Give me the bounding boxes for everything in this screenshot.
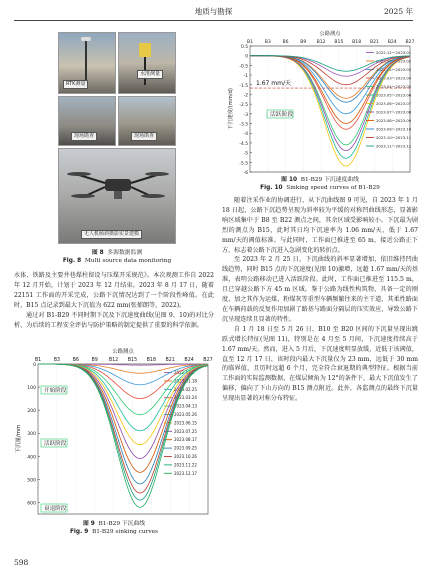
chart-title: 公路测点 <box>319 31 341 37</box>
legend-entry: 2023.10.26 <box>174 454 197 459</box>
legend-entry: 2023.03～2023.04 <box>376 75 412 81</box>
x-tick-label: B21 <box>369 40 379 45</box>
x-tick-label: B6 <box>72 358 79 363</box>
legend-entry: 2023.09.25 <box>174 445 197 451</box>
y-tick-label: 400 <box>27 455 36 461</box>
annotation: 开始阶段 <box>44 388 67 394</box>
legend-entry: 2022.12～2023.01 <box>376 50 412 55</box>
photo-leveling <box>118 32 176 94</box>
y-tick-label: 0.5 <box>241 45 248 50</box>
photo-label: RTK测量 <box>63 80 88 89</box>
y-tick-label: 200 <box>27 409 36 415</box>
photo-drone <box>58 148 176 244</box>
legend-entry: 2022.12.2 <box>174 370 195 375</box>
photo-survey-2 <box>118 96 176 146</box>
x-tick-label: B9 <box>300 40 307 45</box>
x-tick-label: B24 <box>184 358 194 363</box>
header-rule <box>14 20 413 21</box>
y-tick-label: 300 <box>27 432 36 438</box>
legend-entry: 2023.02.25 <box>174 386 197 392</box>
y-tick-label: -4 <box>243 132 248 138</box>
y-tick-label: -1 <box>243 74 248 80</box>
x-tick-label: B15 <box>127 358 138 363</box>
caption-title-en: B1-B29 sinking curves <box>92 529 159 535</box>
figure-10-chart <box>226 26 414 176</box>
x-tick-label: B9 <box>91 358 98 363</box>
running-header <box>14 6 413 20</box>
paragraph: 水体、铁路及主要井巷煤柱留设与压煤开采规范》。本次观测工作自 2022 年 12 月开始，计划于 2023 年 12 月结束。2023 年 8 月 17 日，随着 22151 工作面的开采完成，公路下沉情况达到了一个阶段性峰值。在此时，B15 点记录到最大下沉值为 622 mm(张郁朗等，2022)。 <box>14 272 214 309</box>
caption-title: B1-B29 下沉速度曲线 <box>300 177 359 183</box>
y-tick-label: -3.5 <box>239 122 248 128</box>
legend-entry: 2023.01～2023.02 <box>376 58 412 64</box>
paragraph: 自 1 月 18 日至 5 月 26 日，B10 至 B20 区间的下沉量呈现出跳跃式增长特征(见图 11)，特别是在 4 月至 5 月间，下沉速度持续高于 1.67 mm/天。然而，进入 5 月后，下沉速度明显放缓，近低于该阈值，直至 12 月 17 日，该时段内最大下沉量仅为 23 mm，远低于 30 mm 的临界值，且历时远超 6 个月，完全符合衰退期的典型特征。根据当前工作面的实际监测数据，在煤层倾角为 12°的条件下，最大下沉值发生了偏移，偏向了下山方向的 B15 测点附近。此外，各监测点的最终下沉量呈现出显著的对称分布特征。 <box>222 325 418 403</box>
legend-entry: 2023.09～2023.10 <box>376 126 412 132</box>
legend-entry: 2023.04～2023.05 <box>376 84 412 89</box>
y-tick-label: -5.5 <box>239 161 248 167</box>
y-tick-label: 0 <box>245 54 248 60</box>
annotation: 活跃阶段 <box>44 441 67 447</box>
legend-entry: 2023.05～2023.06 <box>376 92 412 98</box>
y-tick-label: -2.5 <box>239 103 248 109</box>
legend-entry: 2023.12.17 <box>174 470 197 476</box>
threshold-label: 1.67 mm/天 <box>256 80 291 88</box>
legend-entry: 2023.08～2023.09 <box>376 118 412 123</box>
caption-title-en: Sinking speed curves of B1-B29 <box>286 185 380 191</box>
annotation: 衰退阶段 <box>44 506 67 512</box>
figure-9-chart <box>14 342 214 518</box>
y-tick-label: -3 <box>243 112 248 118</box>
legend-entry: 2023.11～2023.12 <box>376 143 412 149</box>
figure-9-caption <box>14 520 214 536</box>
x-tick-label: B21 <box>165 358 175 363</box>
y-tick-label: 100 <box>27 386 36 392</box>
x-tick-label: B24 <box>387 40 397 45</box>
legend-entry: 2023.05.26 <box>174 412 197 417</box>
y-tick-label: 0 <box>33 363 36 368</box>
right-column-text <box>222 196 418 404</box>
y-axis-label: 下沉速度/(mm/d) <box>228 88 234 130</box>
y-tick-label: -2 <box>243 93 248 99</box>
page-number: 598 <box>14 558 29 567</box>
caption-number: 图 9 <box>82 521 95 527</box>
caption-title: B1-B29 下沉曲线 <box>98 521 146 527</box>
caption-number-en: Fig. 8 <box>62 258 82 264</box>
y-tick-label: -5 <box>243 151 248 157</box>
paragraph: 随着注采作业的协调进行，从下沉曲线图 9 可见，自 2023 年 1 月 18 日起，公路下沉趋势呈现为斜率较为平缓的对称凹曲线形态，显著影响区域集中于 B8 至 B22 测点之间，其余区域受影响较小。下沉最为剧烈的测点为 B15，此时其日均下沉速率为 1.06 mm/天，低于 1.67 mm/天的阈值标准。与此同时，工作面已推进至 65 m，接近公路正下方，标志着公路下沉进入急剧变化的转折点。 <box>222 197 418 254</box>
x-tick-label: B6 <box>282 40 289 45</box>
legend-entry: 2023.10～2023.11 <box>376 135 412 140</box>
x-tick-label: B15 <box>334 40 344 45</box>
x-tick-label: B1 <box>246 40 254 45</box>
photo-label: 现场勘查 <box>131 132 157 141</box>
legend-entry: 2023.07.25 <box>174 428 197 434</box>
legend-entry: 2023.07～2023.08 <box>376 109 412 115</box>
photo-label: 无人机倾斜摄影实景建模 <box>81 230 142 239</box>
legend-entry: 2023.01.18 <box>174 378 197 384</box>
figure-8-photos <box>58 32 176 245</box>
caption-number-en: Fig. 9 <box>69 529 89 535</box>
legend-entry: 2023.04.13 <box>174 403 197 409</box>
legend-entry: 2023.06.15 <box>174 420 197 426</box>
y-tick-label: 500 <box>27 478 36 484</box>
y-tick-label: -4.5 <box>239 141 248 147</box>
journal-name: 地质与勘探 <box>194 7 233 16</box>
x-tick-label: B12 <box>108 358 119 363</box>
legend-entry: 2023.11.22 <box>174 462 197 468</box>
photo-label: 现场勘查 <box>71 132 97 141</box>
legend-entry: 2023.03.24 <box>174 395 197 401</box>
caption-number: 图 8 <box>91 250 104 256</box>
caption-title: 多源数据监测 <box>107 250 143 256</box>
x-tick-label: B18 <box>146 358 157 363</box>
photo-rtk <box>58 32 116 94</box>
legend-entry: 2023.06～2023.07 <box>376 101 412 106</box>
paragraph: 至 2023 年 2 月 25 日，下沉曲线的斜率显著增加，依旧维持凹曲线趋势，同时 B15 点的下沉速度(见图 10)激增，远超 1.67 mm/天的基准，表明公路移动已进入活跃阶段。此时，工作面已推进至 115.5 m，且已穿越公路下方 45 m 区域。鉴于公路为线性构筑物，具备一定的刚度，加之其作为运煤、粉煤灰等重型车辆频繁往来的主干道，其柔性路面在车辆荷载的反复作用加剧了路基与路面分隔层的压实效应，导致公路下沉呈现连续且显著的特性。 <box>222 256 418 323</box>
y-tick-label: -6 <box>243 171 248 176</box>
x-tick-label: B12 <box>316 40 326 45</box>
journal-year: 2025 年 <box>384 7 413 16</box>
figure-10-caption <box>222 176 418 192</box>
y-tick-label: -0.5 <box>239 64 248 70</box>
x-tick-label: B3 <box>53 358 61 363</box>
photo-label: 水准测量 <box>137 70 163 79</box>
y-axis-label: 下沉量/mm <box>16 424 22 454</box>
paragraph: 通过对 B1-B29 不同时期下沉及下沉速度曲线(见图 9、10)的对比分析，为后续的工程安全评估与防护策略的制定提供了重要的科学依据。 <box>14 311 214 329</box>
legend-entry: 2023.02～2023.03 <box>376 67 412 72</box>
caption-number: 图 10 <box>281 177 298 183</box>
x-tick-label: B27 <box>405 40 414 45</box>
y-tick-label: 600 <box>27 501 36 507</box>
annotation: 活跃阶段 <box>270 112 294 118</box>
x-tick-label: B3 <box>264 40 271 45</box>
x-tick-label: B18 <box>352 40 362 45</box>
legend-entry: 2023.08.17 <box>174 437 197 443</box>
photo-survey-1 <box>58 96 116 146</box>
x-tick-label: B1 <box>34 358 42 363</box>
figure-8-caption <box>14 249 220 265</box>
x-tick-label: B27 <box>203 358 213 363</box>
left-column-text <box>14 271 214 330</box>
chart-title: 公路测点 <box>112 349 134 355</box>
caption-number-en: Fig. 10 <box>260 185 283 191</box>
y-tick-label: -1.5 <box>239 83 248 89</box>
caption-title-en: Multi source data monitoring <box>84 258 172 264</box>
